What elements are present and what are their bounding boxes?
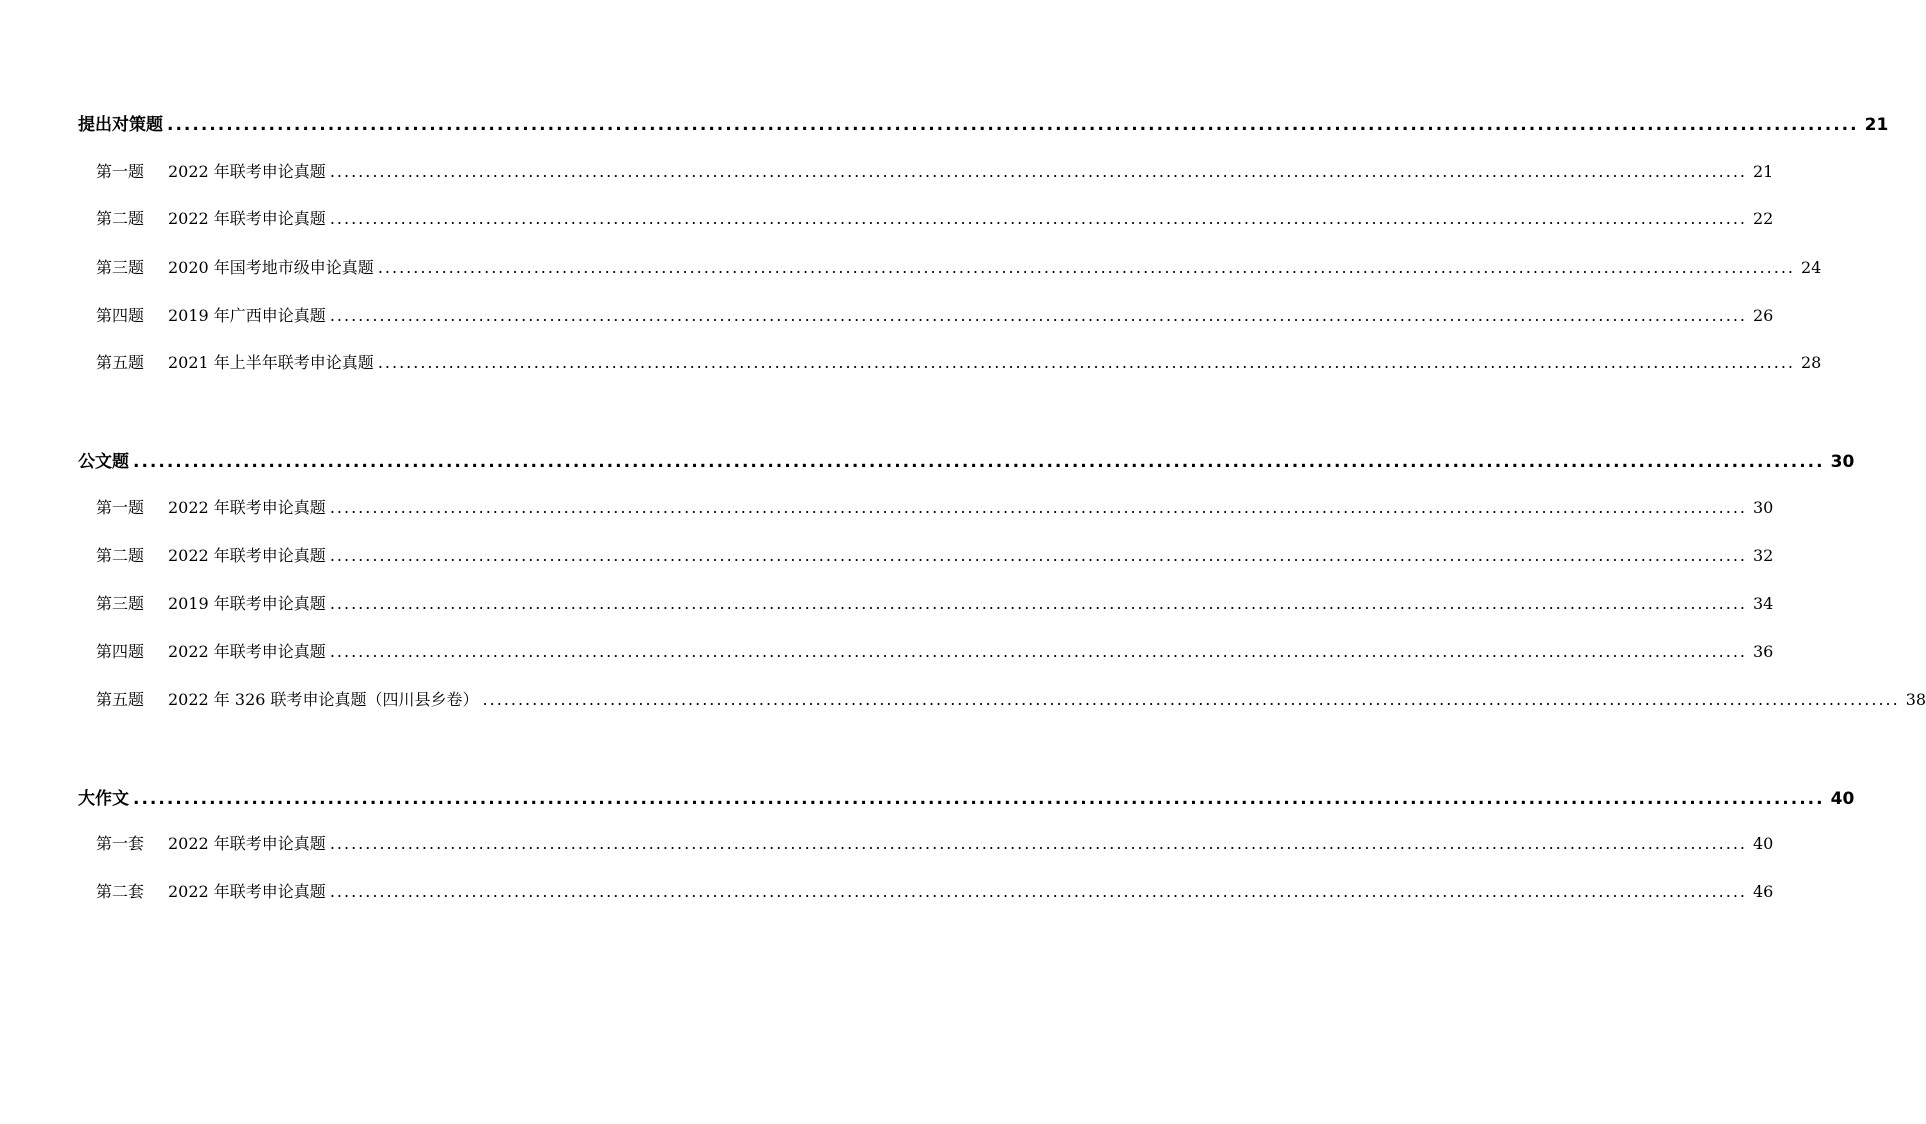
toc-entry[interactable] [96, 831, 1774, 854]
leader-dots: ........................................................................................................................................................................................................ [329, 162, 1747, 181]
entry-title: 2019 年联考申论真题 [168, 594, 326, 613]
toc-entry[interactable] [96, 159, 1774, 182]
toc-entry[interactable] [96, 591, 1774, 614]
toc-section-heading[interactable] [78, 447, 1855, 472]
toc-section-heading[interactable] [78, 784, 1855, 809]
leader-dots: ........................................................................................................................................................................................................ [133, 452, 1825, 472]
toc-entry[interactable] [96, 206, 1774, 229]
leader-dots: ........................................................................................................................................................................................................ [329, 642, 1747, 661]
entry-number: 第二题 [96, 209, 145, 228]
entry-title: 2022 年联考申论真题 [168, 642, 326, 661]
section-title: 公文题 [78, 452, 129, 472]
leader-dots: ........................................................................................................................................................................................................ [329, 209, 1747, 228]
toc-entry[interactable] [96, 303, 1774, 326]
entry-page-number: 46 [1753, 882, 1774, 901]
section-page-number: 30 [1830, 452, 1855, 472]
leader-dots: ........................................................................................................................................................................................................ [329, 306, 1747, 325]
entry-title: 2022 年 326 联考申论真题（四川县乡卷） [168, 690, 479, 709]
section-page-number: 40 [1830, 789, 1855, 809]
leader-dots: ........................................................................................................................................................................................................ [329, 498, 1747, 517]
section-title: 提出对策题 [78, 115, 163, 135]
leader-dots: ........................................................................................................................................................................................................ [133, 789, 1825, 809]
toc-entry[interactable] [96, 687, 1926, 710]
entry-number: 第五题 [96, 690, 145, 709]
entry-title: 2020 年国考地市级申论真题 [168, 258, 374, 277]
toc-entry[interactable] [96, 495, 1774, 518]
leader-dots: ........................................................................................................................................................................................................ [482, 690, 1900, 709]
entry-number: 第一题 [96, 498, 145, 517]
entry-number: 第二题 [96, 546, 145, 565]
entry-page-number: 34 [1753, 594, 1774, 613]
entry-title: 2022 年联考申论真题 [168, 162, 326, 181]
toc-entry[interactable] [96, 543, 1774, 566]
toc-entry[interactable] [96, 639, 1774, 662]
toc-entry[interactable] [96, 879, 1774, 902]
entry-number: 第一题 [96, 162, 145, 181]
entry-page-number: 21 [1753, 162, 1774, 181]
entry-title: 2019 年广西申论真题 [168, 306, 326, 325]
entry-page-number: 32 [1753, 546, 1774, 565]
section-page-number: 21 [1864, 115, 1889, 135]
entry-page-number: 28 [1801, 353, 1822, 372]
entry-page-number: 38 [1905, 690, 1926, 709]
entry-page-number: 30 [1753, 498, 1774, 517]
entry-title: 2022 年联考申论真题 [168, 546, 326, 565]
entry-number: 第四题 [96, 642, 145, 661]
entry-page-number: 40 [1753, 834, 1774, 853]
leader-dots: ........................................................................................................................................................................................................ [377, 353, 1795, 372]
toc-section-heading[interactable] [78, 110, 1889, 135]
leader-dots: ........................................................................................................................................................................................................ [329, 546, 1747, 565]
entry-number: 第三题 [96, 258, 145, 277]
entry-page-number: 22 [1753, 209, 1774, 228]
entry-title: 2022 年联考申论真题 [168, 209, 326, 228]
entry-page-number: 26 [1753, 306, 1774, 325]
entry-number: 第三题 [96, 594, 145, 613]
leader-dots: ........................................................................................................................................................................................................ [167, 115, 1859, 135]
toc-entry[interactable] [96, 255, 1822, 278]
entry-title: 2022 年联考申论真题 [168, 882, 326, 901]
entry-number: 第一套 [96, 834, 145, 853]
leader-dots: ........................................................................................................................................................................................................ [329, 594, 1747, 613]
leader-dots: ........................................................................................................................................................................................................ [377, 258, 1795, 277]
entry-title: 2022 年联考申论真题 [168, 498, 326, 517]
entry-title: 2021 年上半年联考申论真题 [168, 353, 374, 372]
entry-number: 第五题 [96, 353, 145, 372]
entry-number: 第四题 [96, 306, 145, 325]
leader-dots: ........................................................................................................................................................................................................ [329, 882, 1747, 901]
leader-dots: ........................................................................................................................................................................................................ [329, 834, 1747, 853]
entry-page-number: 24 [1801, 258, 1822, 277]
entry-page-number: 36 [1753, 642, 1774, 661]
entry-number: 第二套 [96, 882, 145, 901]
entry-title: 2022 年联考申论真题 [168, 834, 326, 853]
section-title: 大作文 [78, 789, 129, 809]
toc-entry[interactable] [96, 350, 1822, 373]
